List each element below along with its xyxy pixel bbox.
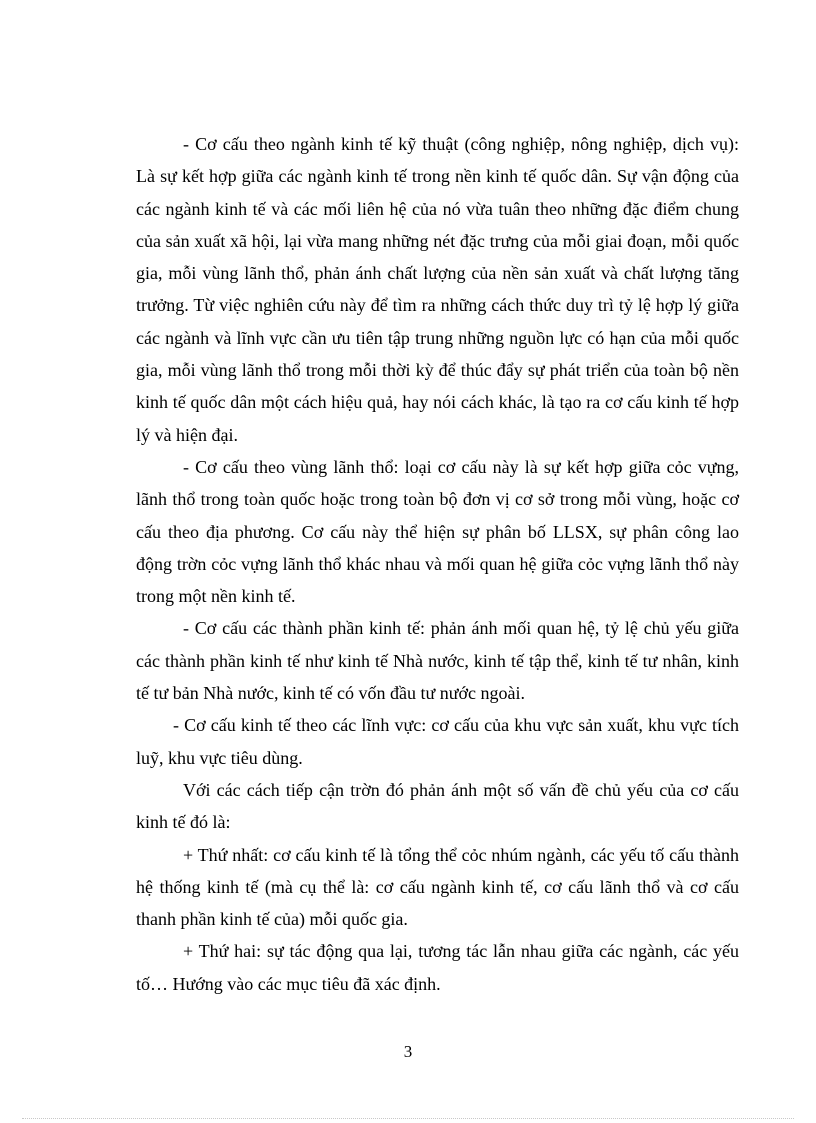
paragraph-territorial-structure: - Cơ cấu theo vùng lãnh thổ: loại cơ cấu này là sự kết hợp giữa cỏc vựng, lãnh thổ trong toàn quốc hoặc trong toàn bộ đơn vị cơ sở trong mỗi vùng, hoặc cơ cấu theo địa phương. Cơ cấu này thể hiện sự phân bố LLSX, sự phân công lao động trờn cỏc vựng lãnh thổ khác nhau và mối quan hệ giữa cỏc vựng lãnh thổ này trong một nền kinh tế. bbox=[136, 456, 739, 607]
paragraph-economic-fields: - Cơ cấu kinh tế theo các lĩnh vực: cơ cấu của khu vực sản xuất, khu vực tích luỹ, khu vực tiêu dùng. bbox=[136, 715, 739, 768]
paragraph-approach-summary: Với các cách tiếp cận trờn đó phản ánh một số vấn đề chủ yếu của cơ cấu kinh tế đó là: bbox=[136, 779, 739, 833]
paragraph-industry-structure: - Cơ cấu theo ngành kinh tế kỹ thuật (công nghiệp, nông nghiệp, dịch vụ): Là sự kết hợp giữa các ngành kinh tế trong nền kinh tế quốc dân. Sự vận động của các ngành kinh tế và các mối liên hệ của nó vừa tuân theo những đặc điểm chung của sản xuất xã hội, lại vừa mang những nét đặc trưng của mỗi giai đoạn, mỗi quốc gia, mỗi vùng lãnh thổ, phản ánh chất lượng của nền sản xuất và chất lượng tăng trưởng. Từ việc nghiên cứu này để tìm ra những cách thức duy trì tỷ lệ hợp lý giữa các ngành và lĩnh vực cần ưu tiên tập trung những nguồn lực có hạn của mỗi quốc gia, mỗi vùng lãnh thổ trong mỗi thời kỳ để thúc đẩy sự phát triển của toàn bộ nền kinh tế quốc dân một cách hiệu quả, hay nói cách khác, là tạo ra cơ cấu kinh tế hợp lý và hiện đại. bbox=[136, 134, 739, 445]
document-body bbox=[136, 128, 739, 1000]
paragraph-point-first: + Thứ nhất: cơ cấu kinh tế là tổng thể cỏc nhúm ngành, các yếu tố cấu thành hệ thống kinh tế (mà cụ thể là: cơ cấu ngành kinh tế, cơ cấu lãnh thổ và cơ cấu thanh phần kinh tế của) mỗi quốc gia. bbox=[136, 844, 739, 930]
paragraph-point-second: + Thứ hai: sự tác động qua lại, tương tác lẫn nhau giữa các ngành, các yếu tố… Hướng vào các mục tiêu đã xác định. bbox=[136, 941, 739, 994]
page-number: 3 bbox=[403, 1042, 413, 1061]
paragraph-economic-sectors: - Cơ cấu các thành phần kinh tế: phản ánh mối quan hệ, tỷ lệ chủ yếu giữa các thành phần kinh tế như kinh tế Nhà nước, kinh tế tập thể, kinh tế tư nhân, kinh tế tư bản Nhà nước, kinh tế có vốn đầu tư nước ngoài. bbox=[136, 618, 739, 704]
page-bottom-edge bbox=[22, 1118, 794, 1119]
